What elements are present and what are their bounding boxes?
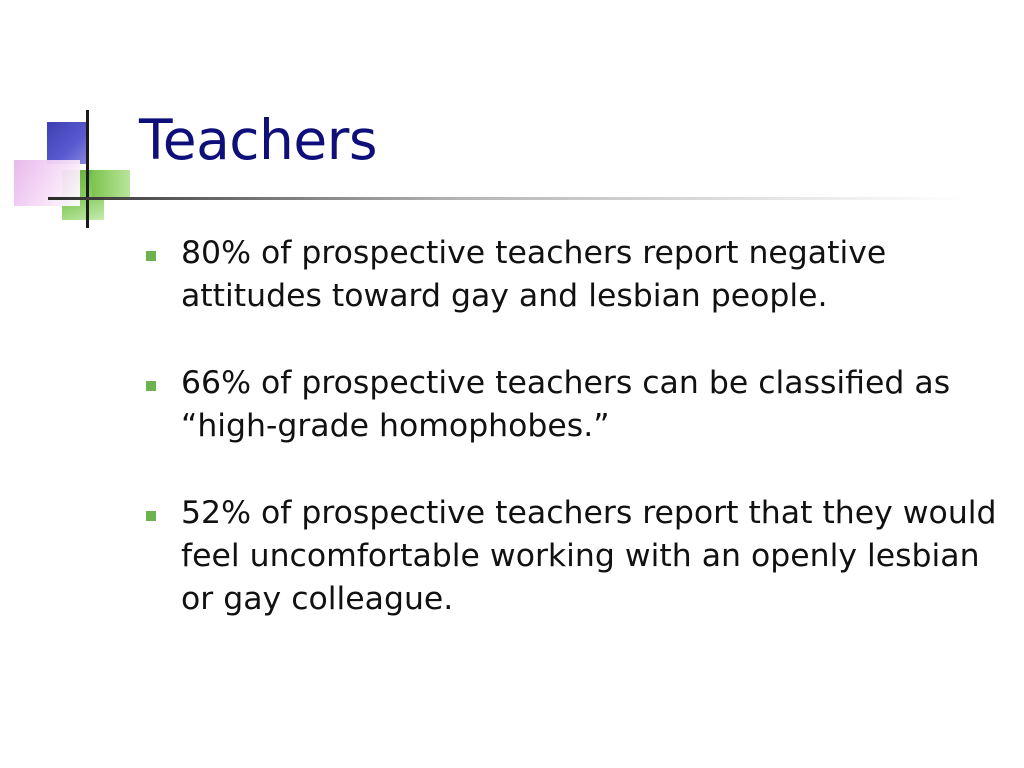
bullet-text: 52% of prospective teachers report that they would feel uncomfortable working with an openly lesbian or gay colleague. <box>181 495 997 617</box>
bullet-square-icon <box>146 381 156 391</box>
slide-title: Teachers <box>139 108 377 172</box>
bullet-item <box>146 492 1006 621</box>
bullet-square-icon <box>146 511 156 521</box>
title-decoration <box>0 0 160 240</box>
bullet-item <box>146 232 1006 318</box>
bullet-list <box>146 232 1006 621</box>
bullet-square-icon <box>146 251 156 261</box>
decorative-blue-square <box>47 122 89 164</box>
decorative-vertical-line <box>86 110 89 228</box>
bullet-text: 66% of prospective teachers can be classified as “high-grade homophobes.” <box>181 365 951 444</box>
bullet-item <box>146 362 1006 448</box>
decorative-green-bar <box>92 170 130 200</box>
bullet-text: 80% of prospective teachers report negative attitudes toward gay and lesbian people. <box>181 235 887 314</box>
title-underline <box>48 197 968 200</box>
